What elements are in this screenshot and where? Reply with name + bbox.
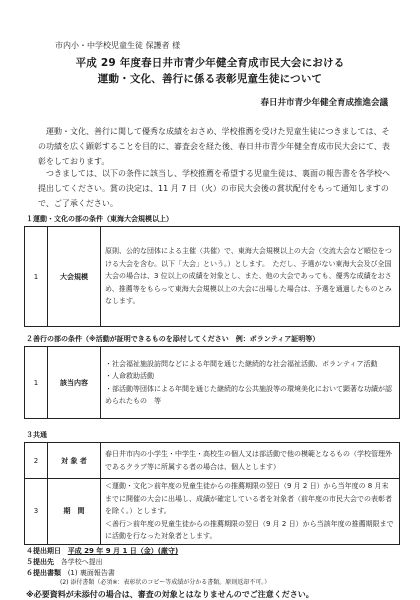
- section1-row-label: 大会規模: [48, 227, 101, 327]
- section3-row2-description: [101, 479, 400, 545]
- section1-table: [24, 226, 400, 327]
- intro-paragraph-2: つきましては、以下の条件に該当し、学校推薦を希望する児童生徒は、裏面の報告書を各学校へ提出してください。賞の決定は、11 月 7 日（火）の市民大会後の賞状配付をもって通知しますので、ご了承ください。: [38, 169, 390, 208]
- destination-item: [26, 557, 103, 567]
- section1-heading: １運動・文化の部の条件（東海大会規模以上）: [26, 215, 173, 223]
- section3-row2-number: 3: [25, 479, 48, 545]
- title-line-1: 平成 29 年度春日井市青少年健全育成市民大会における: [75, 57, 345, 69]
- documents-label: ６提出書類: [26, 569, 61, 577]
- section2-row-label: 該当内容: [48, 347, 101, 419]
- title-line-2: 運動・文化、善行に係る表彰児童生徒について: [97, 73, 323, 85]
- intro-paragraph-1: 運動・文化、善行に関して優秀な成績をおさめ、学校推薦を受けた児童生徒につきましては、その功績を広く顕彰することを目的に、審査会を経た後、春日井市青少年健全育成市民大会にて、表彰をしております。: [38, 127, 390, 166]
- deadline-item: [26, 546, 178, 556]
- section3-table: [24, 442, 400, 545]
- list-item: ・社会福祉施設訪問などによる年間を通じた継続的な社会福祉活動、ボランティア活動: [105, 359, 378, 368]
- section2-row-number: 1: [25, 347, 48, 419]
- documents-value-1: (1) 裏面報告書: [67, 569, 115, 577]
- period-sports-culture: ＜運動・文化＞前年度の児童生徒からの推薦期限の翌日（9 月 2 日）から当年度の 8 月末までに開催の大会に出場し、成績が確定している者を対象者（前年度の市民大会での表彰者を除く。）とします。: [105, 482, 392, 515]
- organization-name: 春日井市青少年健全育成推進会議: [260, 98, 388, 108]
- destination-value: 各学校へ提出: [60, 558, 103, 566]
- period-good-deeds: ＜善行＞前年度の児童生徒からの推薦期限の翌日（9 月 2 日）から当該年度の推薦期限までに活動を行なった対象者とします。: [105, 519, 394, 540]
- list-item: ・人命救助活動: [105, 372, 154, 380]
- section1-row-description: 原則、公的な団体による主催（共催）で、東海大会規模以上の大会（交流大会など順位をつける大会を含む。以下「大会」という。）とします。 ただし、予選がない東海大会及び全国大会の場合は、3 位以上の成績を対象とし、また、他の大会であっても、優秀な成績をおさめ、推薦等をもらって東海大会規模以上の大会に出場した場合は、予選を通過したものとみなします。: [101, 227, 400, 327]
- section3-row1-number: 2: [25, 443, 48, 479]
- warning-note: ※必要資料が未添付の場合は、審査の対象とはなりませんのでご注意ください。: [26, 590, 314, 599]
- section2-table: [24, 346, 400, 419]
- section2-heading: ２善行の部の条件（※活動が証明できるものを添付してください 例：ボランティア証明等）: [26, 335, 320, 343]
- deadline-value: 平成 29 年 9 月 1 日（金）(厳守): [67, 547, 179, 555]
- section3-row2-label: 期 間: [48, 479, 101, 545]
- section3-row1-label: 対 象 者: [48, 443, 101, 479]
- documents-value-2: (2) 添付書類（必須※：表彰状のコピー等成績が分かる書類。原則返却不可。）: [60, 579, 271, 586]
- addressee: 市内小・中学校児童生徒 保護者 様: [55, 41, 181, 50]
- deadline-label: ４提出期日: [26, 547, 61, 555]
- section2-row-description: [101, 347, 400, 419]
- list-item: ・部活動等団体による年間を通じた継続的な公共施設等の環境美化において顕著な功績が認められたもの 等: [105, 384, 392, 405]
- section1-row-number: 1: [25, 227, 48, 327]
- destination-label: ５提出先: [26, 558, 54, 566]
- section3-heading: ３共通: [26, 431, 47, 439]
- section3-row1-description: 春日井市内の小学生・中学生・高校生の個人又は部活動で他の模範となるもの（学校管理外であるクラブ等に所属する者の場合は、個人とします）: [101, 443, 400, 479]
